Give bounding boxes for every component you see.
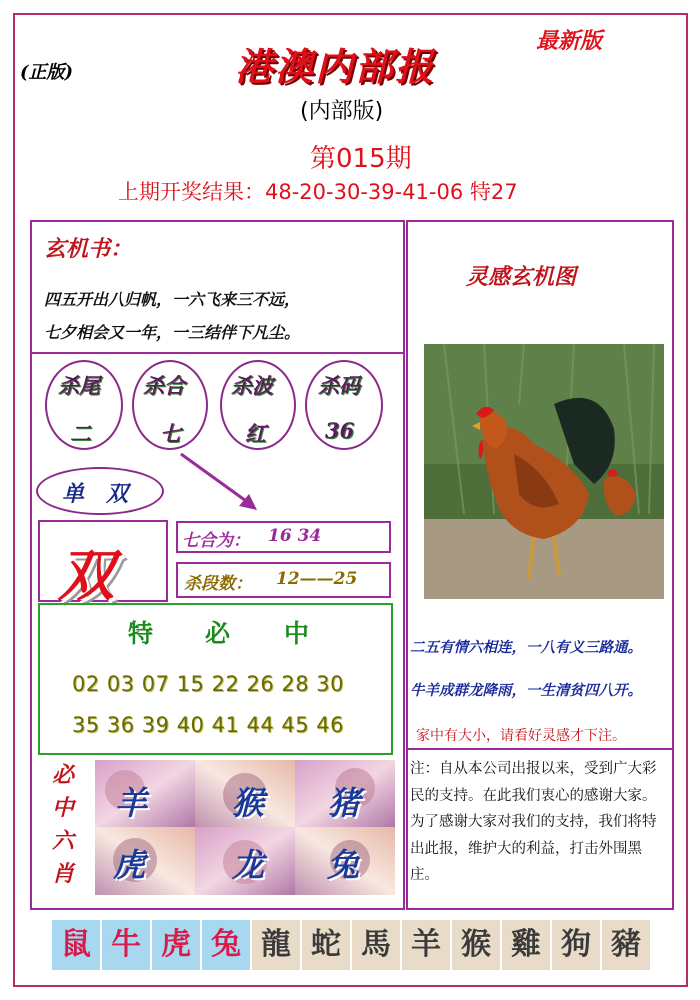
zodiac-six-4: 虎 — [113, 846, 146, 884]
zodiac-cell: 龍 — [252, 920, 300, 970]
oval-title: 杀尾 — [58, 373, 100, 398]
zodiac-cell: 馬 — [352, 920, 400, 970]
last-result: 上期开奖结果：48-20-30-39-41-06 特27 — [118, 180, 518, 204]
danshuang-text: 单 双 — [62, 481, 129, 507]
oval-value: 红 — [245, 421, 266, 446]
te-numbers-row-2: 35 36 39 40 41 44 45 46 — [72, 713, 345, 737]
zodiac-cell: 豬 — [602, 920, 650, 970]
xuanji-line-1: 四五开出八归帆，一六飞来三不远， — [44, 290, 301, 309]
shadan-value: 12——25 — [276, 569, 358, 589]
qihe-label: 七合为： — [182, 531, 250, 551]
zodiac-cell: 羊 — [402, 920, 450, 970]
vertical-char: 必 — [51, 762, 74, 788]
zodiac-six-1: 羊 — [115, 784, 148, 822]
right-note: 家中有大小，请看好灵感才下注。 — [416, 728, 626, 744]
notice-text: 注：自从本公司出报以来，受到广大彩民的支持。在此我们衷心的感谢大家。为了感谢大家对我们的支持，我们将特出此报，维护大的利益，打击外围黑庄。 — [410, 761, 657, 883]
oval-title: 杀合 — [143, 373, 185, 398]
divider — [408, 748, 672, 750]
te-title-1: 特 — [128, 619, 154, 648]
zodiac-cell: 虎 — [152, 920, 200, 970]
oval-title: 杀码 — [318, 373, 360, 398]
zodiac-cell: 蛇 — [302, 920, 350, 970]
divider — [32, 352, 403, 354]
zodiac-cell: 狗 — [552, 920, 600, 970]
vertical-char: 中 — [51, 795, 74, 821]
oval-value: 36 — [325, 418, 355, 443]
zodiac-six-5: 龙 — [232, 846, 265, 884]
subtitle: (内部版) — [300, 99, 384, 124]
te-title-2: 必 — [205, 619, 231, 648]
zodiac-cell: 牛 — [102, 920, 150, 970]
qihe-value: 16 34 — [268, 526, 322, 546]
lingcang-title: 灵感玄机图 — [466, 264, 577, 290]
zodiac-six-6: 兔 — [327, 846, 360, 884]
zodiac-cell: 鼠 — [52, 920, 100, 970]
zodiac-cell: 猴 — [452, 920, 500, 970]
edition-label: 最新版 — [536, 28, 603, 54]
arrow-icon — [175, 448, 265, 518]
vertical-char: 肖 — [51, 861, 74, 887]
official-label: (正版) — [20, 62, 74, 83]
oval-value: 七 — [160, 421, 181, 446]
right-poem-2: 牛羊成群龙降雨，一生清贫四八开。 — [410, 682, 642, 699]
shadan-label: 杀段数： — [184, 574, 252, 594]
xuanji-line-2: 七夕相会又一年，一三结伴下凡尘。 — [44, 323, 301, 342]
te-numbers-row-1: 02 03 07 15 22 26 28 30 — [72, 672, 345, 696]
oval-title: 杀波 — [231, 373, 273, 398]
vertical-char: 六 — [51, 828, 74, 854]
te-title-3: 中 — [284, 619, 310, 648]
big-char: 双 — [58, 543, 114, 609]
zodiac-six-3: 猪 — [328, 784, 361, 822]
right-poem-1: 二五有情六相连，一八有义三路通。 — [410, 639, 642, 656]
zodiac-cell: 兔 — [202, 920, 250, 970]
issue-number: 第015期 — [310, 144, 412, 174]
xuanji-title: 玄机书： — [44, 236, 133, 262]
oval-value: 二 — [70, 421, 91, 446]
zodiac-cell: 雞 — [502, 920, 550, 970]
page-title: 港澳内部报 — [235, 44, 436, 89]
rooster-photo — [424, 344, 664, 599]
zodiac-six-2: 猴 — [232, 784, 265, 822]
